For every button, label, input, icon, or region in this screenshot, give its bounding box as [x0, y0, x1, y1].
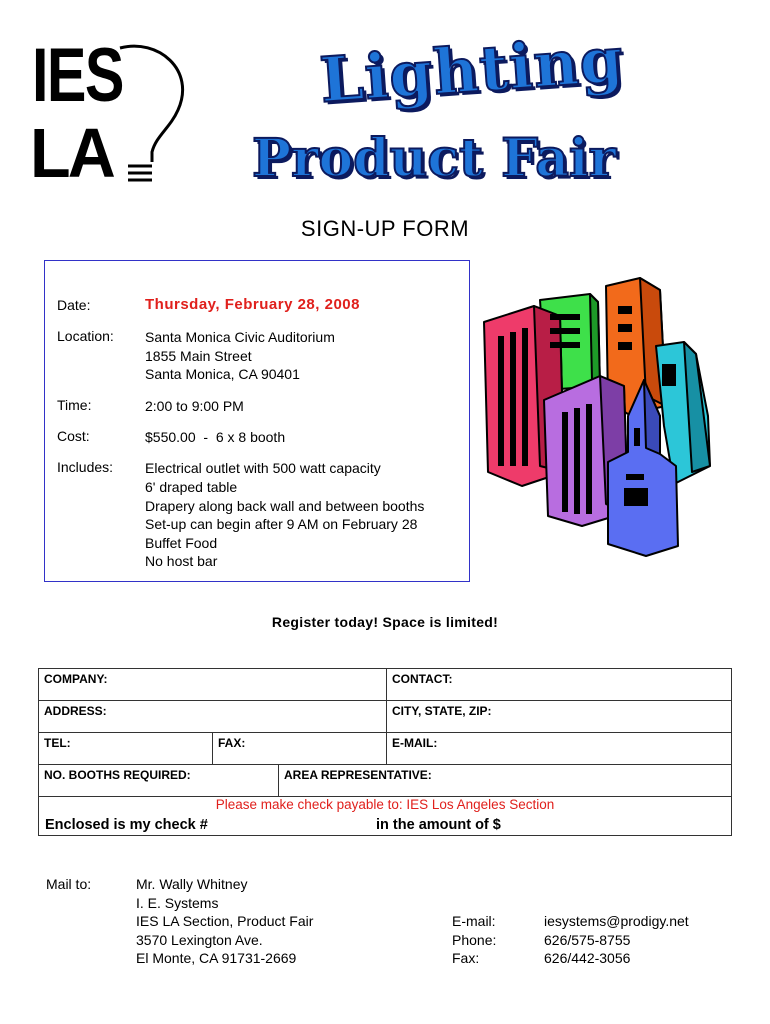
check-amount-label: in the amount of $ — [376, 817, 501, 833]
tel-field[interactable] — [39, 733, 213, 765]
includes-item: Set-up can begin after 9 AM on February 28 — [145, 516, 418, 532]
logo-text-ies: IES — [32, 33, 123, 118]
cost-label: Cost: — [57, 428, 90, 444]
includes-item: 6' draped table — [145, 479, 238, 495]
register-callout: Register today! Space is limited! — [271, 614, 499, 630]
time-label: Time: — [57, 397, 92, 413]
tel-label: TEL: — [44, 736, 71, 750]
location-line: Santa Monica Civic Auditorium — [145, 329, 335, 345]
fax-field[interactable] — [213, 733, 387, 765]
banner-title-lighting: Lighting — [317, 22, 627, 117]
company-label: COMPANY: — [44, 672, 108, 686]
mail-address-line: 3570 Lexington Ave. — [136, 932, 263, 948]
company-field[interactable] — [39, 669, 387, 701]
phone-number: 626/575-8755 — [544, 932, 631, 948]
email-label: E-MAIL: — [392, 736, 438, 750]
fax-number: 626/442-3056 — [544, 950, 631, 966]
location-line: 1855 Main Street — [145, 348, 252, 364]
fax-contact-label: Fax: — [452, 950, 480, 966]
mail-address-line: El Monte, CA 91731-2669 — [136, 950, 297, 966]
phone-contact-label: Phone: — [452, 932, 497, 948]
city-buildings-clipart — [478, 276, 714, 558]
mail-address-line: I. E. Systems — [136, 895, 219, 911]
includes-label: Includes: — [57, 459, 114, 475]
time-value: 2:00 to 9:00 PM — [145, 398, 244, 414]
event-info-box — [44, 260, 470, 582]
logo-text-la: LA — [30, 114, 113, 192]
area-representative-field[interactable] — [279, 765, 731, 797]
includes-item: No host bar — [145, 553, 218, 569]
fax-label: FAX: — [218, 736, 246, 750]
form-title: SIGN-UP FORM — [300, 216, 470, 241]
includes-item: Electrical outlet with 500 watt capacity — [145, 460, 381, 476]
mail-address-line: Mr. Wally Whitney — [136, 876, 248, 892]
mail-address-line: IES LA Section, Product Fair — [136, 913, 314, 929]
email-field[interactable] — [387, 733, 731, 765]
check-payable-note: Please make check payable to: IES Los Angeles Section — [215, 797, 555, 812]
city-state-zip-field[interactable] — [387, 701, 731, 733]
contact-label: CONTACT: — [392, 672, 453, 686]
booths-required-field[interactable] — [39, 765, 279, 797]
contact-field[interactable] — [387, 669, 731, 701]
banner-title-product-fair: Product Fair — [252, 128, 617, 189]
booths-required-label: NO. BOOTHS REQUIRED: — [44, 768, 191, 782]
registration-form — [38, 668, 732, 836]
cost-value: $550.00 - 6 x 8 booth — [145, 429, 286, 445]
mail-to-label: Mail to: — [46, 876, 92, 892]
address-field[interactable] — [39, 701, 387, 733]
area-representative-label: AREA REPRESENTATIVE: — [284, 768, 432, 782]
includes-item: Buffet Food — [145, 535, 218, 551]
date-label: Date: — [57, 297, 91, 313]
email-address-link[interactable]: iesystems@prodigy.net — [544, 913, 689, 929]
location-line: Santa Monica, CA 90401 — [145, 366, 300, 382]
date-value: Thursday, February 28, 2008 — [145, 296, 360, 313]
location-label: Location: — [57, 328, 114, 344]
includes-item: Drapery along back wall and between booths — [145, 498, 425, 514]
address-label: ADDRESS: — [44, 704, 107, 718]
city-state-zip-label: CITY, STATE, ZIP: — [392, 704, 492, 718]
check-number-label: Enclosed is my check # — [45, 817, 208, 833]
email-contact-label: E-mail: — [452, 913, 496, 929]
